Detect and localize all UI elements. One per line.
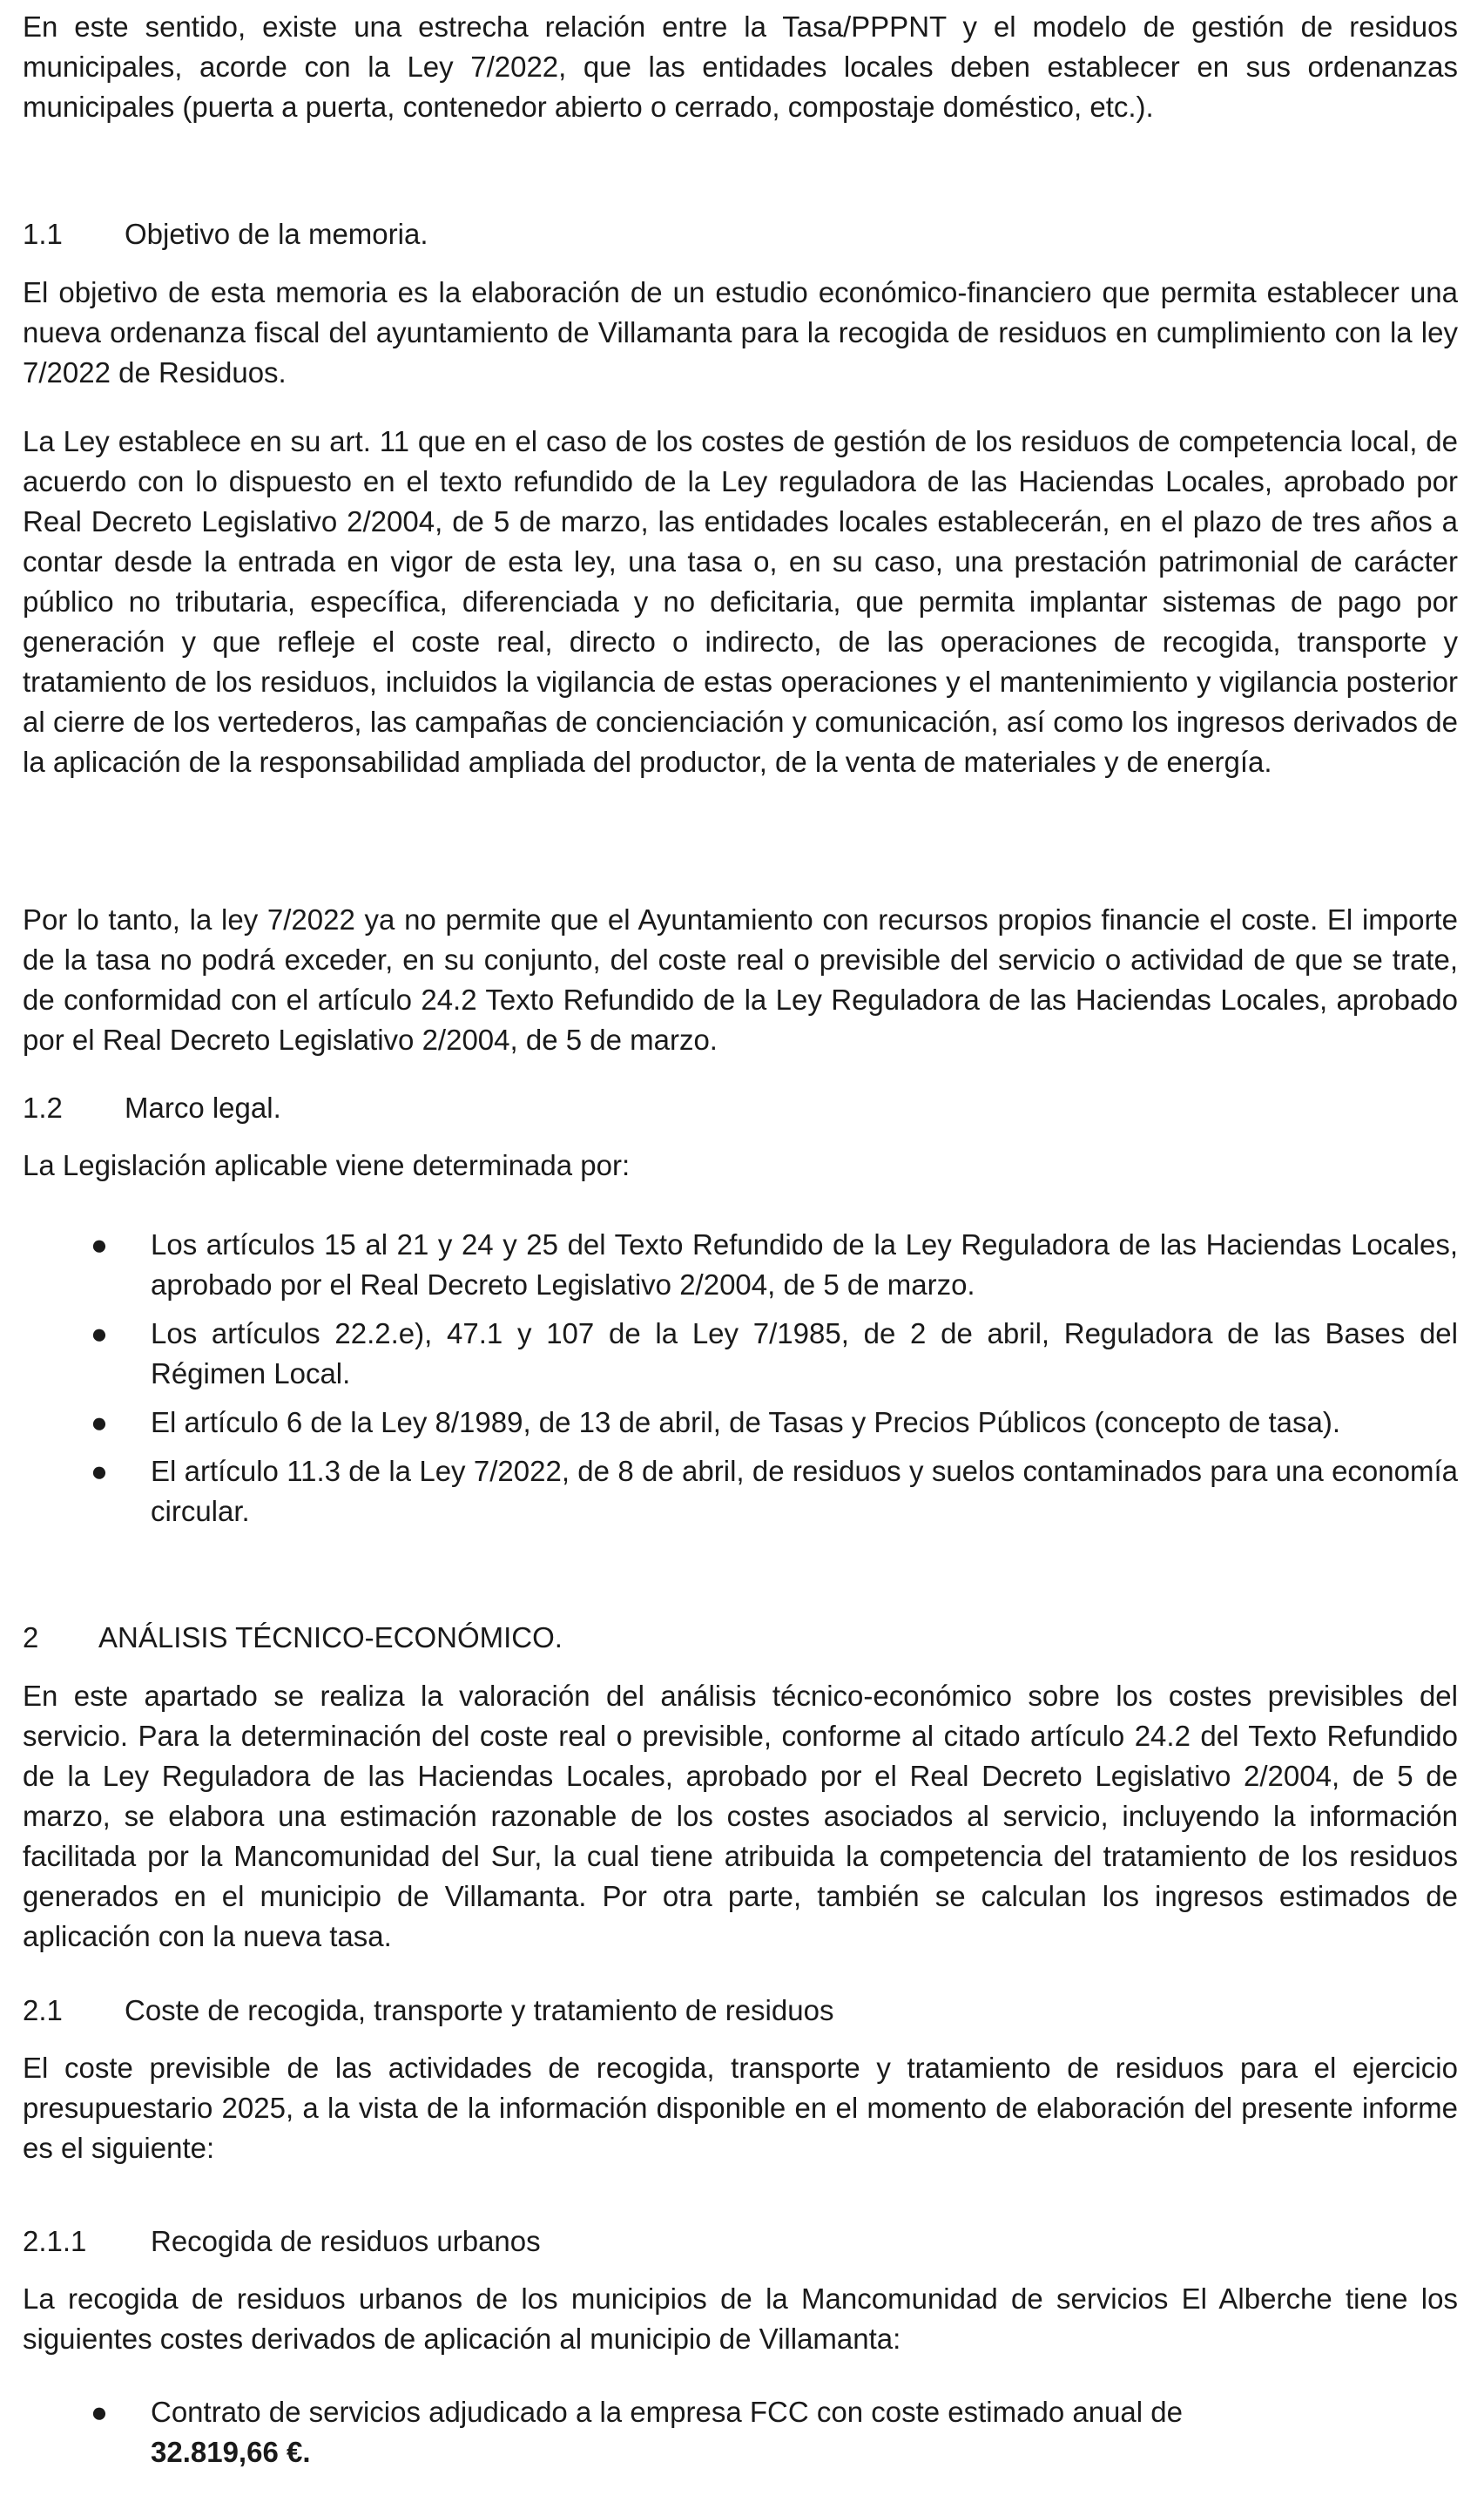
list-item	[23, 1225, 1458, 1305]
list-item-text: Los artículos 15 al 21 y 24 y 25 del Texto Refundido de la Ley Reguladora de las Haciendas Locales, aprobado por el Real Decreto Legislativo 2/2004, de 5 de marzo.	[151, 1228, 1458, 1301]
section-2-1-heading	[23, 1991, 833, 2031]
section-number: 2	[23, 1621, 39, 1653]
legislation-intro: La Legislación aplicable viene determinada por:	[23, 1149, 631, 1181]
contract-amount: 32.819,66 €.	[151, 2436, 311, 2468]
list-item-text: Los artículos 22.2.e), 47.1 y 107 de la Ley 7/1985, de 2 de abril, Reguladora de las Bases del Régimen Local.	[151, 1317, 1458, 1390]
cost-paragraph: El coste previsible de las actividades de recogida, transporte y tratamiento de residuos para el ejercicio presupuestario 2025, a la vista de la información disponible en el momento de elaboración del presente informe es el siguiente:	[23, 2052, 1458, 2164]
contract-list	[23, 2392, 1458, 2472]
law-article-paragraph: La Ley establece en su art. 11 que en el caso de los costes de gestión de los residuos de competencia local, de acuerdo con lo dispuesto en el texto refundido de la Ley reguladora de las Haciendas Locales, aprobado por Real Decreto Legislativo 2/2004, de 5 de marzo, las entidades locales establecerán, en el plazo de tres años a contar desde la entrada en vigor de esta ley, una tasa o, en su caso, una prestación patrimonial de carácter público no tributaria, específica, diferenciada y no deficitaria, que permita implantar sistemas de pago por generación y que refleje el coste real, directo o indirecto, de las operaciones de recogida, transporte y tratamiento de los residuos, incluidos la vigilancia de estas operaciones y el mantenimiento y vigilancia posterior al cierre de los vertederos, las campañas de concienciación y comunicación, así como los ingresos derivados de la aplicación de la responsabilidad ampliada del productor, de la venta de materiales y de energía.	[23, 425, 1458, 778]
section-number: 1.2	[23, 1092, 63, 1124]
list-item-text: Contrato de servicios adjudicado a la empresa FCC con coste estimado anual de	[151, 2396, 1183, 2428]
section-2-1-1-heading	[23, 2221, 541, 2262]
bullet-icon: ●	[91, 1455, 108, 1487]
section-1-1-heading	[23, 214, 428, 254]
bullet-icon: ●	[91, 1317, 108, 1349]
section-title: ANÁLISIS TÉCNICO-ECONÓMICO.	[98, 1621, 563, 1653]
section-title: Objetivo de la memoria.	[125, 218, 428, 250]
list-item	[23, 1314, 1458, 1394]
intro-paragraph: En este sentido, existe una estrecha relación entre la Tasa/PPPNT y el modelo de gestión de residuos municipales, acorde con la Ley 7/2022, que las entidades locales deben establecer en sus ordenanzas municipales (puerta a puerta, contenedor abierto o cerrado, compostaje doméstico, etc.).	[23, 10, 1458, 123]
legislation-list	[23, 1225, 1458, 1532]
list-item-text: El artículo 6 de la Ley 8/1989, de 13 de abril, de Tasas y Precios Públicos (concepto de tasa).	[151, 1406, 1341, 1438]
list-item-text: El artículo 11.3 de la Ley 7/2022, de 8 de abril, de residuos y suelos contaminados para una economía circular.	[151, 1455, 1458, 1527]
section-title: Coste de recogida, transporte y tratamiento de residuos	[125, 1994, 834, 2026]
bullet-icon: ●	[91, 2396, 108, 2428]
section-number: 1.1	[23, 218, 63, 250]
analysis-paragraph: En este apartado se realiza la valoración del análisis técnico-económico sobre los costes previsibles del servicio. Para la determinación del coste real o previsible, conforme al citado artículo 24.2 del Texto Refundido de la Ley Reguladora de las Haciendas Locales, aprobado por el Real Decreto Legislativo 2/2004, de 5 de marzo, se elabora una estimación razonable de los costes asociados al servicio, incluyendo la información facilitada por la Mancomunidad del Sur, la cual tiene atribuida la competencia del tratamiento de los residuos generados en el municipio de Villamanta. Por otra parte, también se calculan los ingresos estimados de aplicación con la nueva tasa.	[23, 1680, 1458, 1952]
list-item	[23, 2392, 1458, 2472]
list-item	[23, 1403, 1458, 1443]
collection-paragraph: La recogida de residuos urbanos de los municipios de la Mancomunidad de servicios El Alberche tiene los siguientes costes derivados de aplicación al municipio de Villamanta:	[23, 2282, 1458, 2355]
section-2-heading	[23, 1618, 563, 1658]
objective-paragraph: El objetivo de esta memoria es la elaboración de un estudio económico-financiero que permita establecer una nueva ordenanza fiscal del ayuntamiento de Villamanta para la recogida de residuos en cumplimiento con la ley 7/2022 de Residuos.	[23, 276, 1458, 389]
section-title: Recogida de residuos urbanos	[151, 2225, 541, 2257]
section-number: 2.1.1	[23, 2225, 87, 2257]
bullet-icon: ●	[91, 1228, 108, 1261]
therefore-paragraph: Por lo tanto, la ley 7/2022 ya no permite que el Ayuntamiento con recursos propios financie el coste. El importe de la tasa no podrá exceder, en su conjunto, del coste real o previsible del servicio o actividad de que se trate, de conformidad con el artículo 24.2 Texto Refundido de la Ley Reguladora de las Haciendas Locales, aprobado por el Real Decreto Legislativo 2/2004, de 5 de marzo.	[23, 903, 1458, 1056]
section-number: 2.1	[23, 1994, 63, 2026]
bullet-icon: ●	[91, 1406, 108, 1438]
section-1-2-heading	[23, 1088, 281, 1128]
section-title: Marco legal.	[125, 1092, 281, 1124]
list-item	[23, 1451, 1458, 1532]
